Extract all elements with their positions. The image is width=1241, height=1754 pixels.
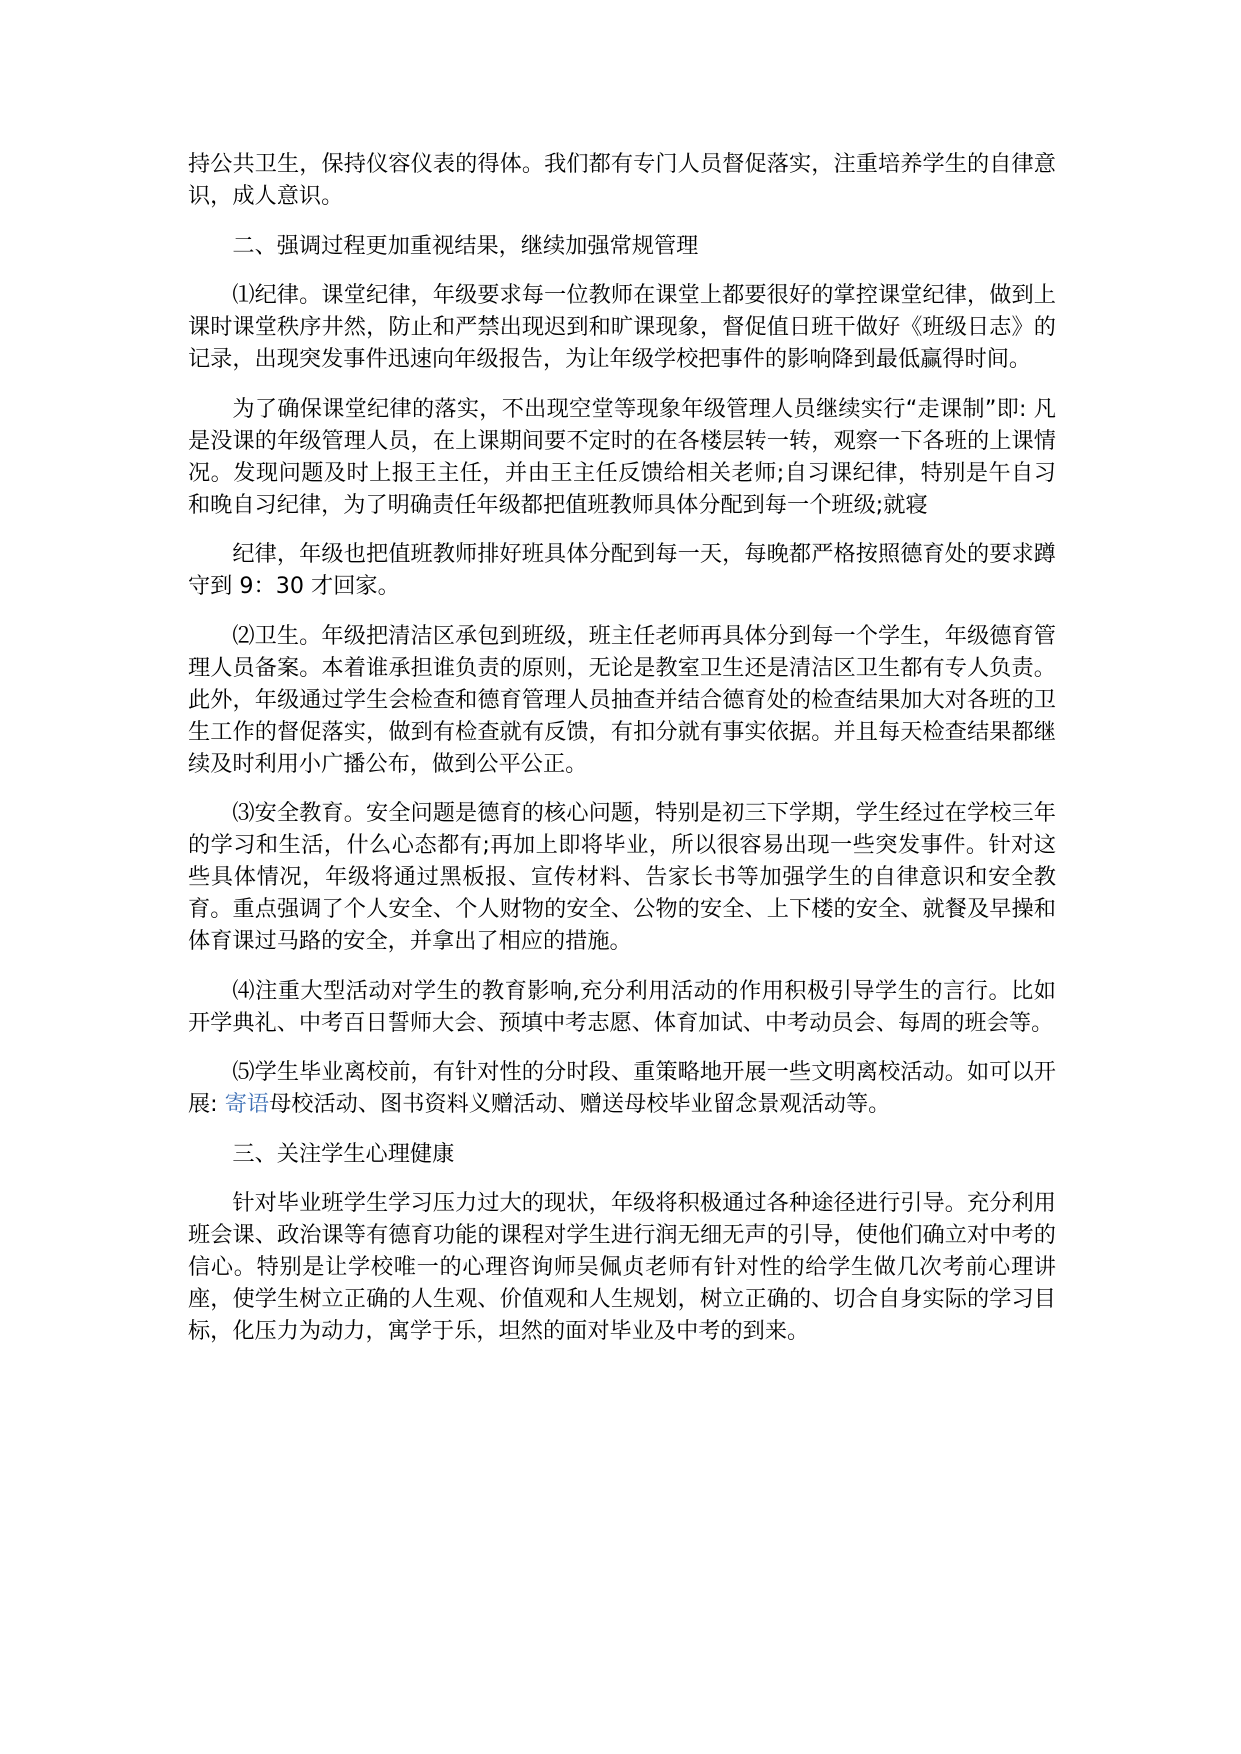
section-heading-3: 三、关注学生心理健康 [232, 1140, 455, 1167]
paragraph-continuation: 持公共卫生，保持仪容仪表的得体。我们都有专门人员督促落实，注重培养学生的自律意识，成人意识。 [188, 151, 1056, 209]
section-heading-2: 二、强调过程更加重视结果，继续加强常规管理 [232, 232, 699, 259]
paragraph-safety: ⑶安全教育。安全问题是德育的核心问题，特别是初三下学期，学生经过在学校三年的学习和生活，什么心态都有;再加上即将毕业，所以很容易出现一些突发事件。针对这些具体情况，年级将通过黑板报、宣传材料、告家长书等加强学生的自律意识和安全教育。重点强调了个人安全、个人财物的安全、公物的安全、上下楼的安全、就餐及早操和体育课过马路的安全，并拿出了相应的措施。 [188, 800, 1056, 954]
paragraph-dorm-discipline: 纪律，年级也把值班教师排好班具体分配到每一天，每晚都严格按照德育处的要求蹲守到 9：30 才回家。 [188, 541, 1056, 599]
paragraph-graduation [188, 1056, 1056, 1120]
paragraph-class-patrol: 为了确保课堂纪律的落实，不出现空堂等现象年级管理人员继续实行“走课制”即: 凡是没课的年级管理人员，在上课期间要不定时的在各楼层转一转，观察一下各班的上课情况。发现问题及时上报王主任，并由王主任反馈给相关老师;自习课纪律，特别是午自习和晚自习纪律，为了明确责任年级都把值班教师具体分配到每一个班级;就寝 [188, 395, 1056, 518]
paragraph-mental-health: 针对毕业班学生学习压力过大的现状，年级将积极通过各种途径进行引导。充分利用班会课、政治课等有德育功能的课程对学生进行润无细无声的引导，使他们确立对中考的信心。特别是让学校唯一的心理咨询师吴佩贞老师有针对性的给学生做几次考前心理讲座，使学生树立正确的人生观、价值观和人生规划，树立正确的、切合自身实际的学习目标，化压力为动力，寓学于乐，坦然的面对毕业及中考的到来。 [188, 1190, 1056, 1344]
paragraph-discipline: ⑴纪律。课堂纪律，年级要求每一位教师在课堂上都要很好的掌控课堂纪律，做到上课时课堂秩序井然，防止和严禁出现迟到和旷课现象，督促值日班干做好《班级日志》的记录，出现突发事件迅速向年级报告，为让年级学校把事件的影响降到最低赢得时间。 [188, 282, 1056, 372]
paragraph-graduation-text-after: 母校活动、图书资料义赠活动、赠送母校毕业留念景观活动等。 [269, 1091, 891, 1117]
document-page [188, 148, 1056, 1365]
paragraph-graduation-text-before: ⑸学生毕业离校前，有针对性的分时段、重策略地开展一些文明离校活动。如可以开展: [188, 1059, 1056, 1117]
paragraph-activities: ⑷注重大型活动对学生的教育影响,充分利用活动的作用积极引导学生的言行。比如开学典礼、中考百日誓师大会、预填中考志愿、体育加试、中考动员会、每周的班会等。 [188, 977, 1056, 1036]
paragraph-hygiene: ⑵卫生。年级把清洁区承包到班级，班主任老师再具体分到每一个学生，年级德育管理人员备案。本着谁承担谁负责的原则，无论是教室卫生还是清洁区卫生都有专人负责。此外，年级通过学生会检查和德育管理人员抽查并结合德育处的检查结果加大对各班的卫生工作的督促落实，做到有检查就有反馈，有扣分就有事实依据。并且每天检查结果都继续及时利用小广播公布，做到公平公正。 [188, 622, 1056, 777]
link-jiyu[interactable]: 寄语 [224, 1091, 270, 1117]
